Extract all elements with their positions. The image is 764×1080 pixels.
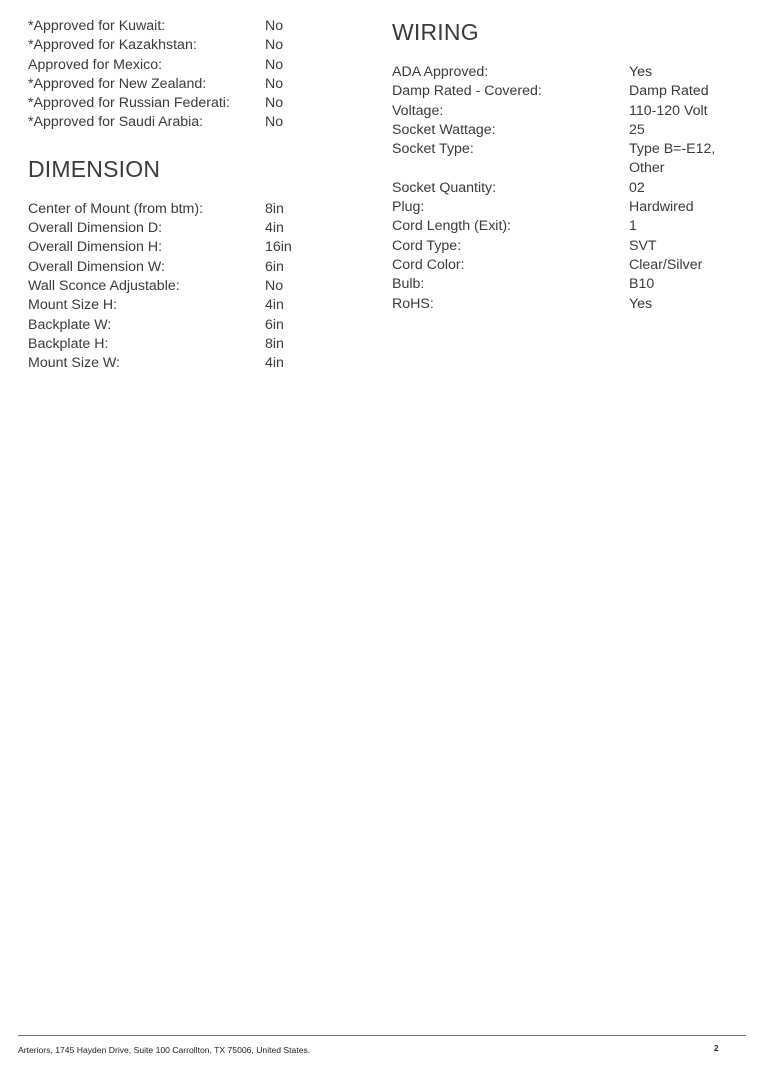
spec-row [392,295,742,314]
spec-label: Mount Size W: [28,355,120,372]
dimension-list [28,200,358,374]
spec-label: Bulb: [392,276,425,293]
spec-row [28,238,358,257]
spec-value: Damp Rated [629,83,709,100]
spec-row [28,36,358,55]
spec-value: No [265,75,284,92]
spec-label: Socket Wattage: [392,121,496,138]
spec-row [392,121,742,140]
spec-value: No [265,114,284,131]
spec-label: Voltage: [392,102,444,119]
spec-value: Type B=-E12, Other [629,141,716,177]
spec-value: 4in [265,220,284,237]
spec-value: 8in [265,335,284,352]
spec-value: 6in [265,316,284,333]
spec-row [392,198,742,217]
spec-label: RoHS: [392,295,434,312]
footer-address: Arteriors, 1745 Hayden Drive, Suite 100 Carrollton, TX 75006, United States. [18,1045,311,1055]
spec-label: *Approved for Kazakhstan: [28,37,197,54]
spec-row [392,179,742,198]
spec-label: Backplate W: [28,316,112,333]
spec-row [28,113,358,132]
spec-value: 02 [629,179,645,196]
spec-row [28,335,358,354]
spec-row [392,82,742,101]
spec-row [28,94,358,113]
spec-value: 16in [265,239,292,256]
left-column [28,0,358,373]
spec-value: 6in [265,258,284,275]
spec-label: Cord Type: [392,237,462,254]
spec-label: *Approved for Russian Federati: [28,95,230,112]
right-column [392,0,742,314]
spec-label: *Approved for Saudi Arabia: [28,114,204,131]
page-number: 2 [714,1044,719,1053]
spec-value: No [265,277,284,294]
spec-label: ADA Approved: [392,64,489,80]
spec-row [28,354,358,373]
spec-label: Wall Sconce Adjustable: [28,277,180,294]
footer-divider [18,1035,746,1036]
spec-label: Backplate H: [28,335,109,352]
spec-value: 1 [629,218,637,235]
dimension-heading: DIMENSION [28,155,161,182]
spec-row [28,56,358,75]
spec-row [392,275,742,294]
spec-label: Cord Length (Exit): [392,218,512,235]
wiring-list [392,63,742,314]
spec-label: Overall Dimension W: [28,258,165,275]
spec-label: Overall Dimension H: [28,239,163,256]
spec-label: Mount Size H: [28,297,118,314]
spec-value: Yes [629,64,653,80]
spec-label: Socket Type: [392,141,474,158]
spec-row [392,237,742,256]
spec-value: Clear/Silver [629,256,703,273]
spec-label: Center of Mount (from btm): [28,200,204,217]
spec-value: 25 [629,121,645,138]
spec-value: No [265,18,284,34]
spec-label: Cord Color: [392,256,465,273]
spec-row [392,63,742,82]
spec-row [28,75,358,94]
spec-row [28,316,358,335]
spec-value: No [265,56,284,73]
spec-value: 4in [265,355,284,372]
spec-label: Overall Dimension D: [28,220,163,237]
spec-label: Damp Rated - Covered: [392,83,542,100]
spec-value: 4in [265,297,284,314]
spec-value: SVT [629,237,657,254]
spec-label: Plug: [392,199,425,216]
spec-row [392,140,742,179]
spec-row [392,217,742,236]
spec-row [28,296,358,315]
spec-label: Approved for Mexico: [28,56,163,73]
spec-value: 110-120 Volt [629,102,708,119]
spec-row [28,277,358,296]
wiring-heading: WIRING [392,19,479,45]
spec-row [28,17,358,36]
spec-row [392,102,742,121]
spec-value: No [265,37,284,54]
spec-value: Yes [629,295,653,312]
approvals-list [28,17,358,133]
spec-value: No [265,95,284,112]
spec-label: *Approved for New Zealand: [28,75,207,92]
spec-label: *Approved for Kuwait: [28,18,166,34]
spec-value: Hardwired [629,199,694,216]
spec-row [392,256,742,275]
spec-row [28,258,358,277]
spec-row [28,219,358,238]
spec-row [28,200,358,219]
spec-value: 8in [265,200,284,217]
spec-value: B10 [629,276,655,293]
spec-label: Socket Quantity: [392,179,497,196]
